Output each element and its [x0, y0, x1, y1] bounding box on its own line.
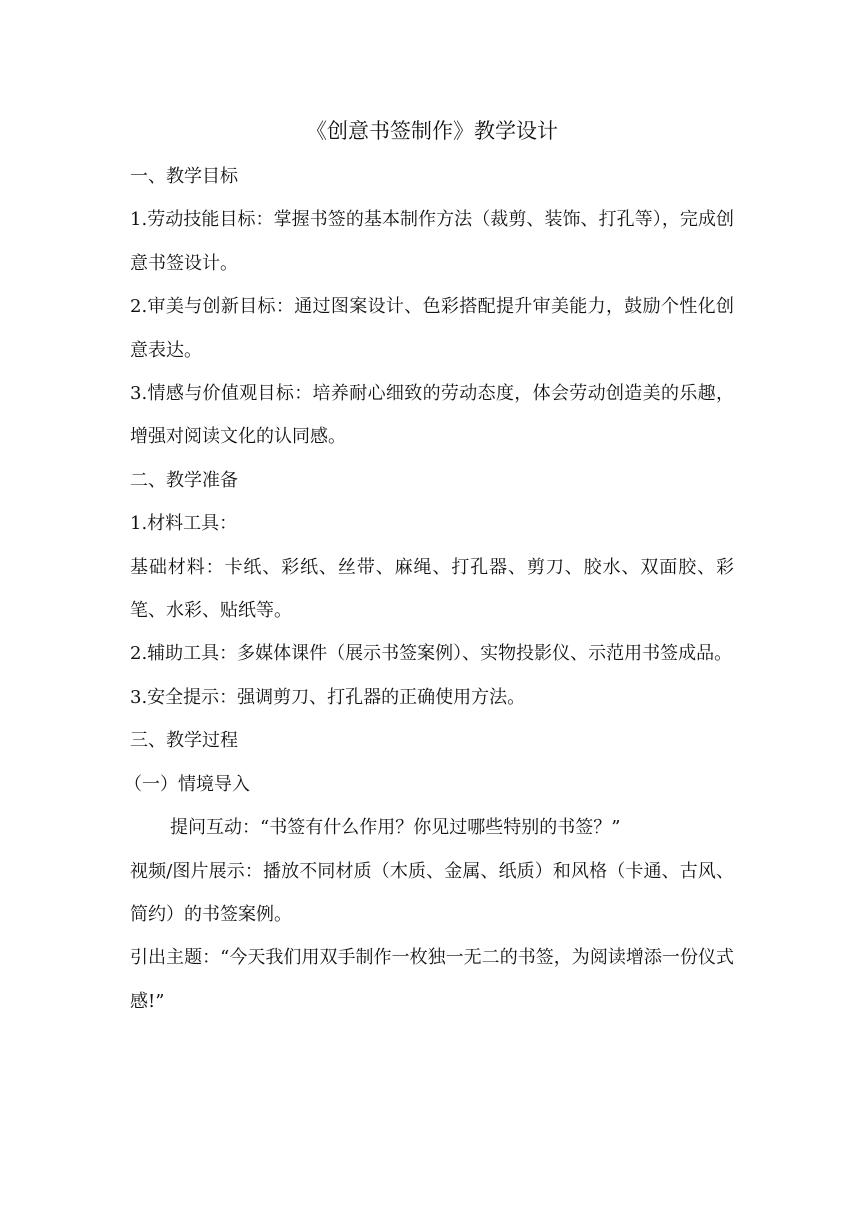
theme-text: 引出主题：“今天我们用双手制作一枚独一无二的书签，为阅读增添一份仪式感!”: [130, 947, 734, 1012]
materials-text: 基础材料：卡纸、彩纸、丝带、麻绳、打孔器、剪刀、胶水、双面胶、彩笔、水彩、贴纸等。: [130, 556, 734, 622]
document-title: 《创意书签制作》教学设计: [306, 119, 558, 143]
section-heading-preparation: 二、教学准备: [130, 469, 238, 491]
aux-tools-text: 2.辅助工具：多媒体课件（展示书签案例）、实物投影仪、示范用书签成品。: [130, 643, 733, 665]
safety-text: 3.安全提示：强调剪刀、打孔器的正确使用方法。: [130, 686, 526, 708]
materials-label: 1.材料工具：: [130, 513, 238, 535]
section-heading-process: 三、教学过程: [130, 730, 238, 752]
objective-item-3: 3.情感与价值观目标：培养耐心细致的劳动态度，体会劳动创造美的乐趣，增强对阅读文化的认同感。: [130, 383, 734, 448]
sub-heading-introduction: （一）情境导入: [124, 773, 250, 795]
question-text: 提问互动：“书签有什么作用？你见过哪些特别的书签？”: [170, 817, 621, 839]
section-heading-objectives: 一、教学目标: [130, 166, 238, 187]
document-page: [124, 111, 734, 1023]
video-text: 视频/图片展示：播放不同材质（木质、金属、纸质）和风格（卡通、古风、简约）的书签案例。: [130, 860, 734, 925]
objective-item-1: 1.劳动技能目标：掌握书签的基本制作方法（裁剪、装饰、打孔等），完成创意书签设计。: [130, 209, 734, 274]
objective-item-2: 2.审美与创新目标：通过图案设计、色彩搭配提升审美能力，鼓励个性化创意表达。: [130, 296, 734, 361]
